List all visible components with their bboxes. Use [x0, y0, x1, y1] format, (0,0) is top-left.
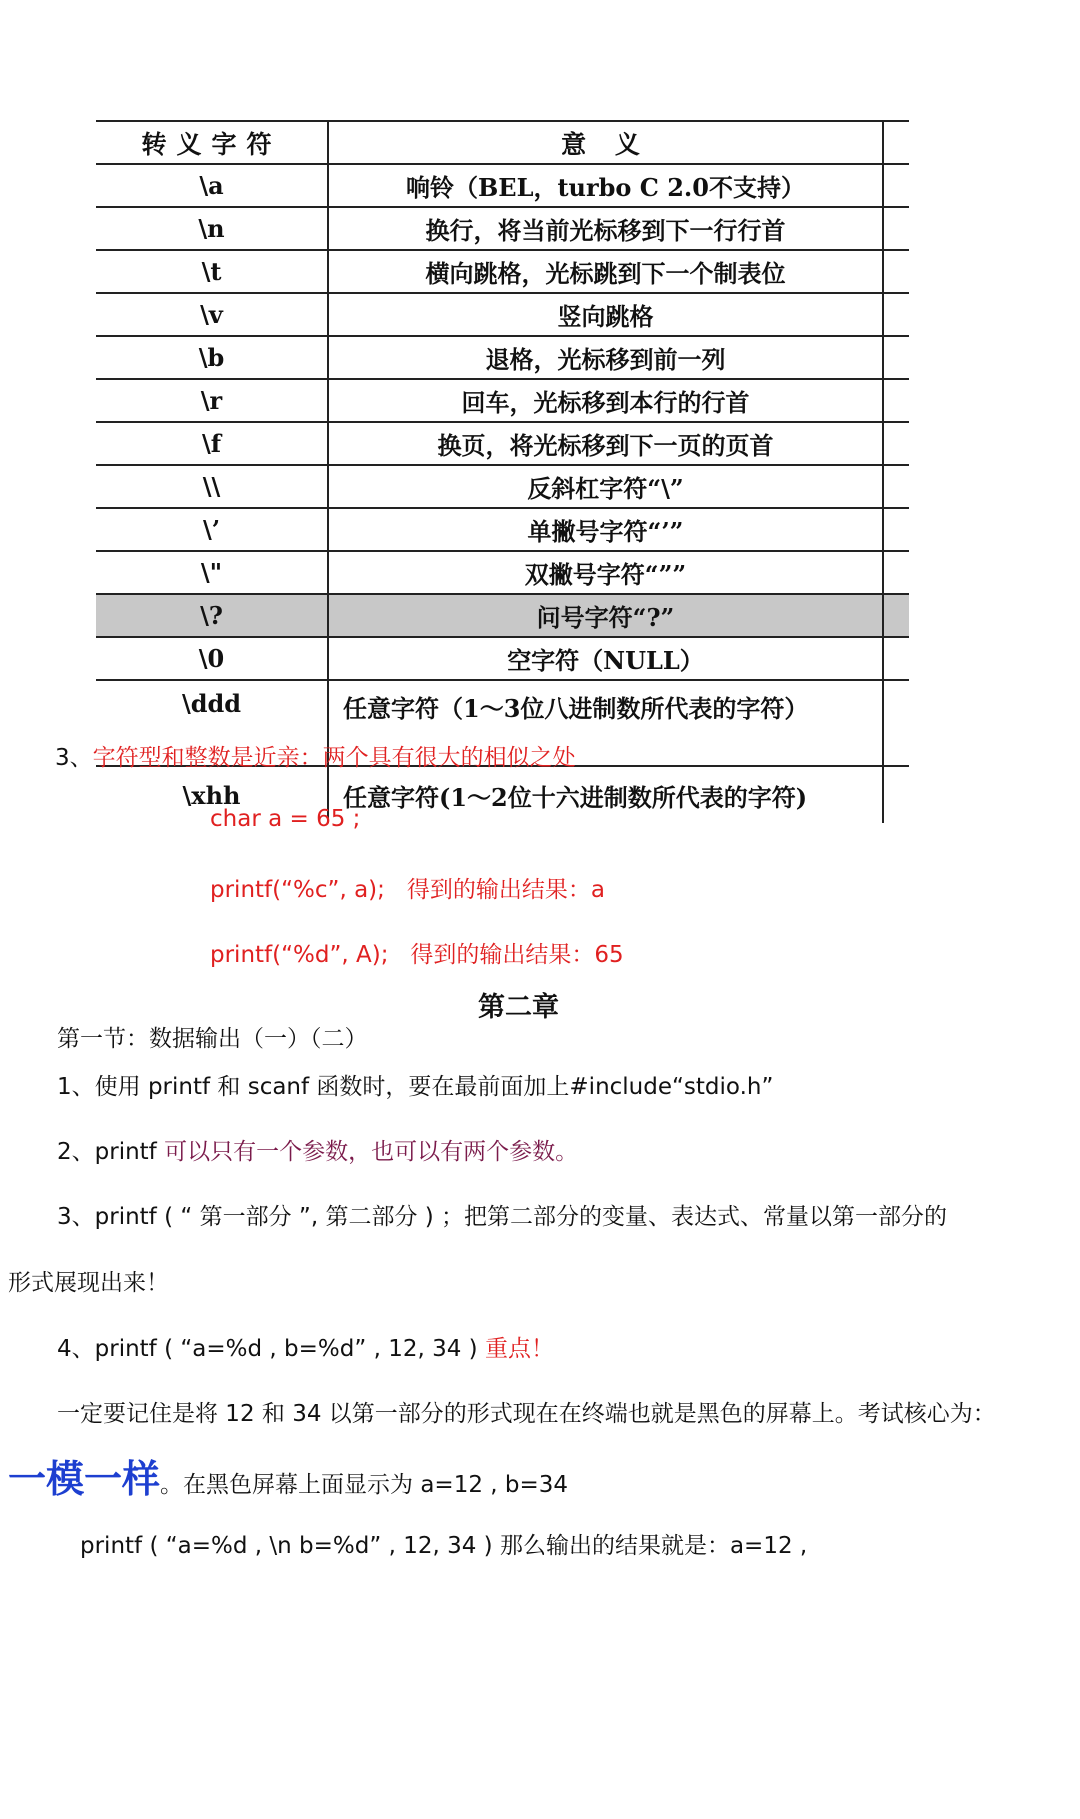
- escape-code-cell: \f: [96, 422, 328, 465]
- extra-cell: [883, 637, 909, 680]
- table-row: [96, 637, 909, 680]
- table-row: [96, 422, 909, 465]
- meaning-cell: 响铃（BEL，turbo C 2.0不支持）: [328, 164, 883, 207]
- table-row: [96, 465, 909, 508]
- code-line-2-fn: printf(“%c”, a);: [210, 877, 385, 903]
- item-4-prefix: 4、printf ( “a=%d , b=%d” , 12, 34 ): [57, 1336, 485, 1362]
- table-row: [96, 164, 909, 207]
- table-row: [96, 250, 909, 293]
- header-extra-cell: [883, 121, 909, 164]
- extra-cell: [883, 250, 909, 293]
- table-header-row: [96, 121, 909, 164]
- escape-code-cell: \r: [96, 379, 328, 422]
- item-1: 1、使用 printf 和 scanf 函数时，要在最前面加上#include“stdio.h”: [57, 1074, 774, 1100]
- meaning-cell: 横向跳格，光标跳到下一个制表位: [328, 250, 883, 293]
- note-emphasis: 一模一样: [8, 1457, 161, 1501]
- escape-code-cell: \b: [96, 336, 328, 379]
- table-row: [96, 551, 909, 594]
- extra-cell: [883, 336, 909, 379]
- meaning-cell: 退格，光标移到前一列: [328, 336, 883, 379]
- meaning-cell: 换页，将光标移到下一页的页首: [328, 422, 883, 465]
- escape-code-cell: \ddd: [96, 680, 328, 766]
- meaning-cell: 问号字符“?”: [328, 594, 883, 637]
- header-meaning: 意 义: [328, 121, 883, 164]
- table-row: [96, 207, 909, 250]
- item-3-line-1: 3、printf ( “ 第一部分 ”, 第二部分 ) ；把第二部分的变量、表达式、常量以第一部分的: [57, 1204, 948, 1230]
- meaning-cell: 回车，光标移到本行的行首: [328, 379, 883, 422]
- note-line-2-text: 。在黑色屏幕上面显示为 a=12 , b=34: [160, 1472, 569, 1498]
- item-3-line-2: 形式展现出来！: [8, 1270, 169, 1296]
- point-3-text: 字符型和整数是近亲：两个具有很大的相似之处: [92, 745, 576, 771]
- code-line-1: char a = 65 ;: [210, 806, 361, 832]
- meaning-cell: 任意字符(1～2位十六进制数所代表的字符): [328, 766, 883, 823]
- meaning-cell: 反斜杠字符“\”: [328, 465, 883, 508]
- table-row: [96, 336, 909, 379]
- escape-code-cell: \\: [96, 465, 328, 508]
- extra-cell: [883, 680, 909, 766]
- extra-cell: [883, 422, 909, 465]
- code-line-3-result: 得到的输出结果：65: [410, 942, 624, 968]
- table-row: [96, 508, 909, 551]
- extra-cell: [883, 508, 909, 551]
- code-line-2: [210, 871, 605, 904]
- point-3: [55, 739, 576, 772]
- item-4-emphasis: 重点！: [484, 1336, 554, 1362]
- extra-cell: [883, 594, 909, 637]
- escape-code-cell: \0: [96, 637, 328, 680]
- escape-code-cell: \xhh: [96, 766, 328, 823]
- chapter-title: 第二章: [478, 992, 559, 1023]
- escape-char-table: [96, 120, 909, 823]
- meaning-cell: 单撇号字符“’”: [328, 508, 883, 551]
- escape-code-cell: \a: [96, 164, 328, 207]
- section-title: 第一节：数据输出（一）（二）: [57, 1026, 368, 1052]
- note-line-1: 一定要记住是将 12 和 34 以第一部分的形式现在在终端也就是黑色的屏幕上。考试核心为：: [57, 1401, 996, 1427]
- code-line-2-result: 得到的输出结果：a: [406, 877, 605, 903]
- item-2: [57, 1133, 578, 1166]
- escape-code-cell: \n: [96, 207, 328, 250]
- table-row: [96, 293, 909, 336]
- item-4: [57, 1330, 554, 1363]
- header-escape-char: 转义字符: [96, 121, 328, 164]
- item-2-rest: 可以只有一个参数，也可以有两个参数。: [156, 1139, 579, 1165]
- meaning-cell: 双撇号字符“””: [328, 551, 883, 594]
- extra-cell: [883, 293, 909, 336]
- meaning-cell: 竖向跳格: [328, 293, 883, 336]
- meaning-cell: 空字符（NULL）: [328, 637, 883, 680]
- extra-cell: [883, 164, 909, 207]
- last-line: printf ( “a=%d , \n b=%d” , 12, 34 ) 那么输出的结果就是：a=12 ,: [80, 1533, 808, 1559]
- point-3-number: 3、: [55, 745, 93, 771]
- extra-cell: [883, 766, 909, 823]
- code-line-3-fn: printf(“%d”, A);: [210, 942, 389, 968]
- escape-code-cell: \t: [96, 250, 328, 293]
- extra-cell: [883, 551, 909, 594]
- extra-cell: [883, 207, 909, 250]
- note-line-2: [8, 1448, 568, 1503]
- table-row: [96, 379, 909, 422]
- meaning-cell: 任意字符（1～3位八进制数所代表的字符）: [328, 680, 883, 766]
- item-2-prefix: 2、printf: [57, 1139, 157, 1165]
- escape-code-cell: \": [96, 551, 328, 594]
- meaning-cell: 换行，将当前光标移到下一行行首: [328, 207, 883, 250]
- extra-cell: [883, 379, 909, 422]
- escape-code-cell: \?: [96, 594, 328, 637]
- code-line-3: [210, 936, 624, 969]
- escape-code-cell: \v: [96, 293, 328, 336]
- table-row: [96, 594, 909, 637]
- extra-cell: [883, 465, 909, 508]
- escape-code-cell: \’: [96, 508, 328, 551]
